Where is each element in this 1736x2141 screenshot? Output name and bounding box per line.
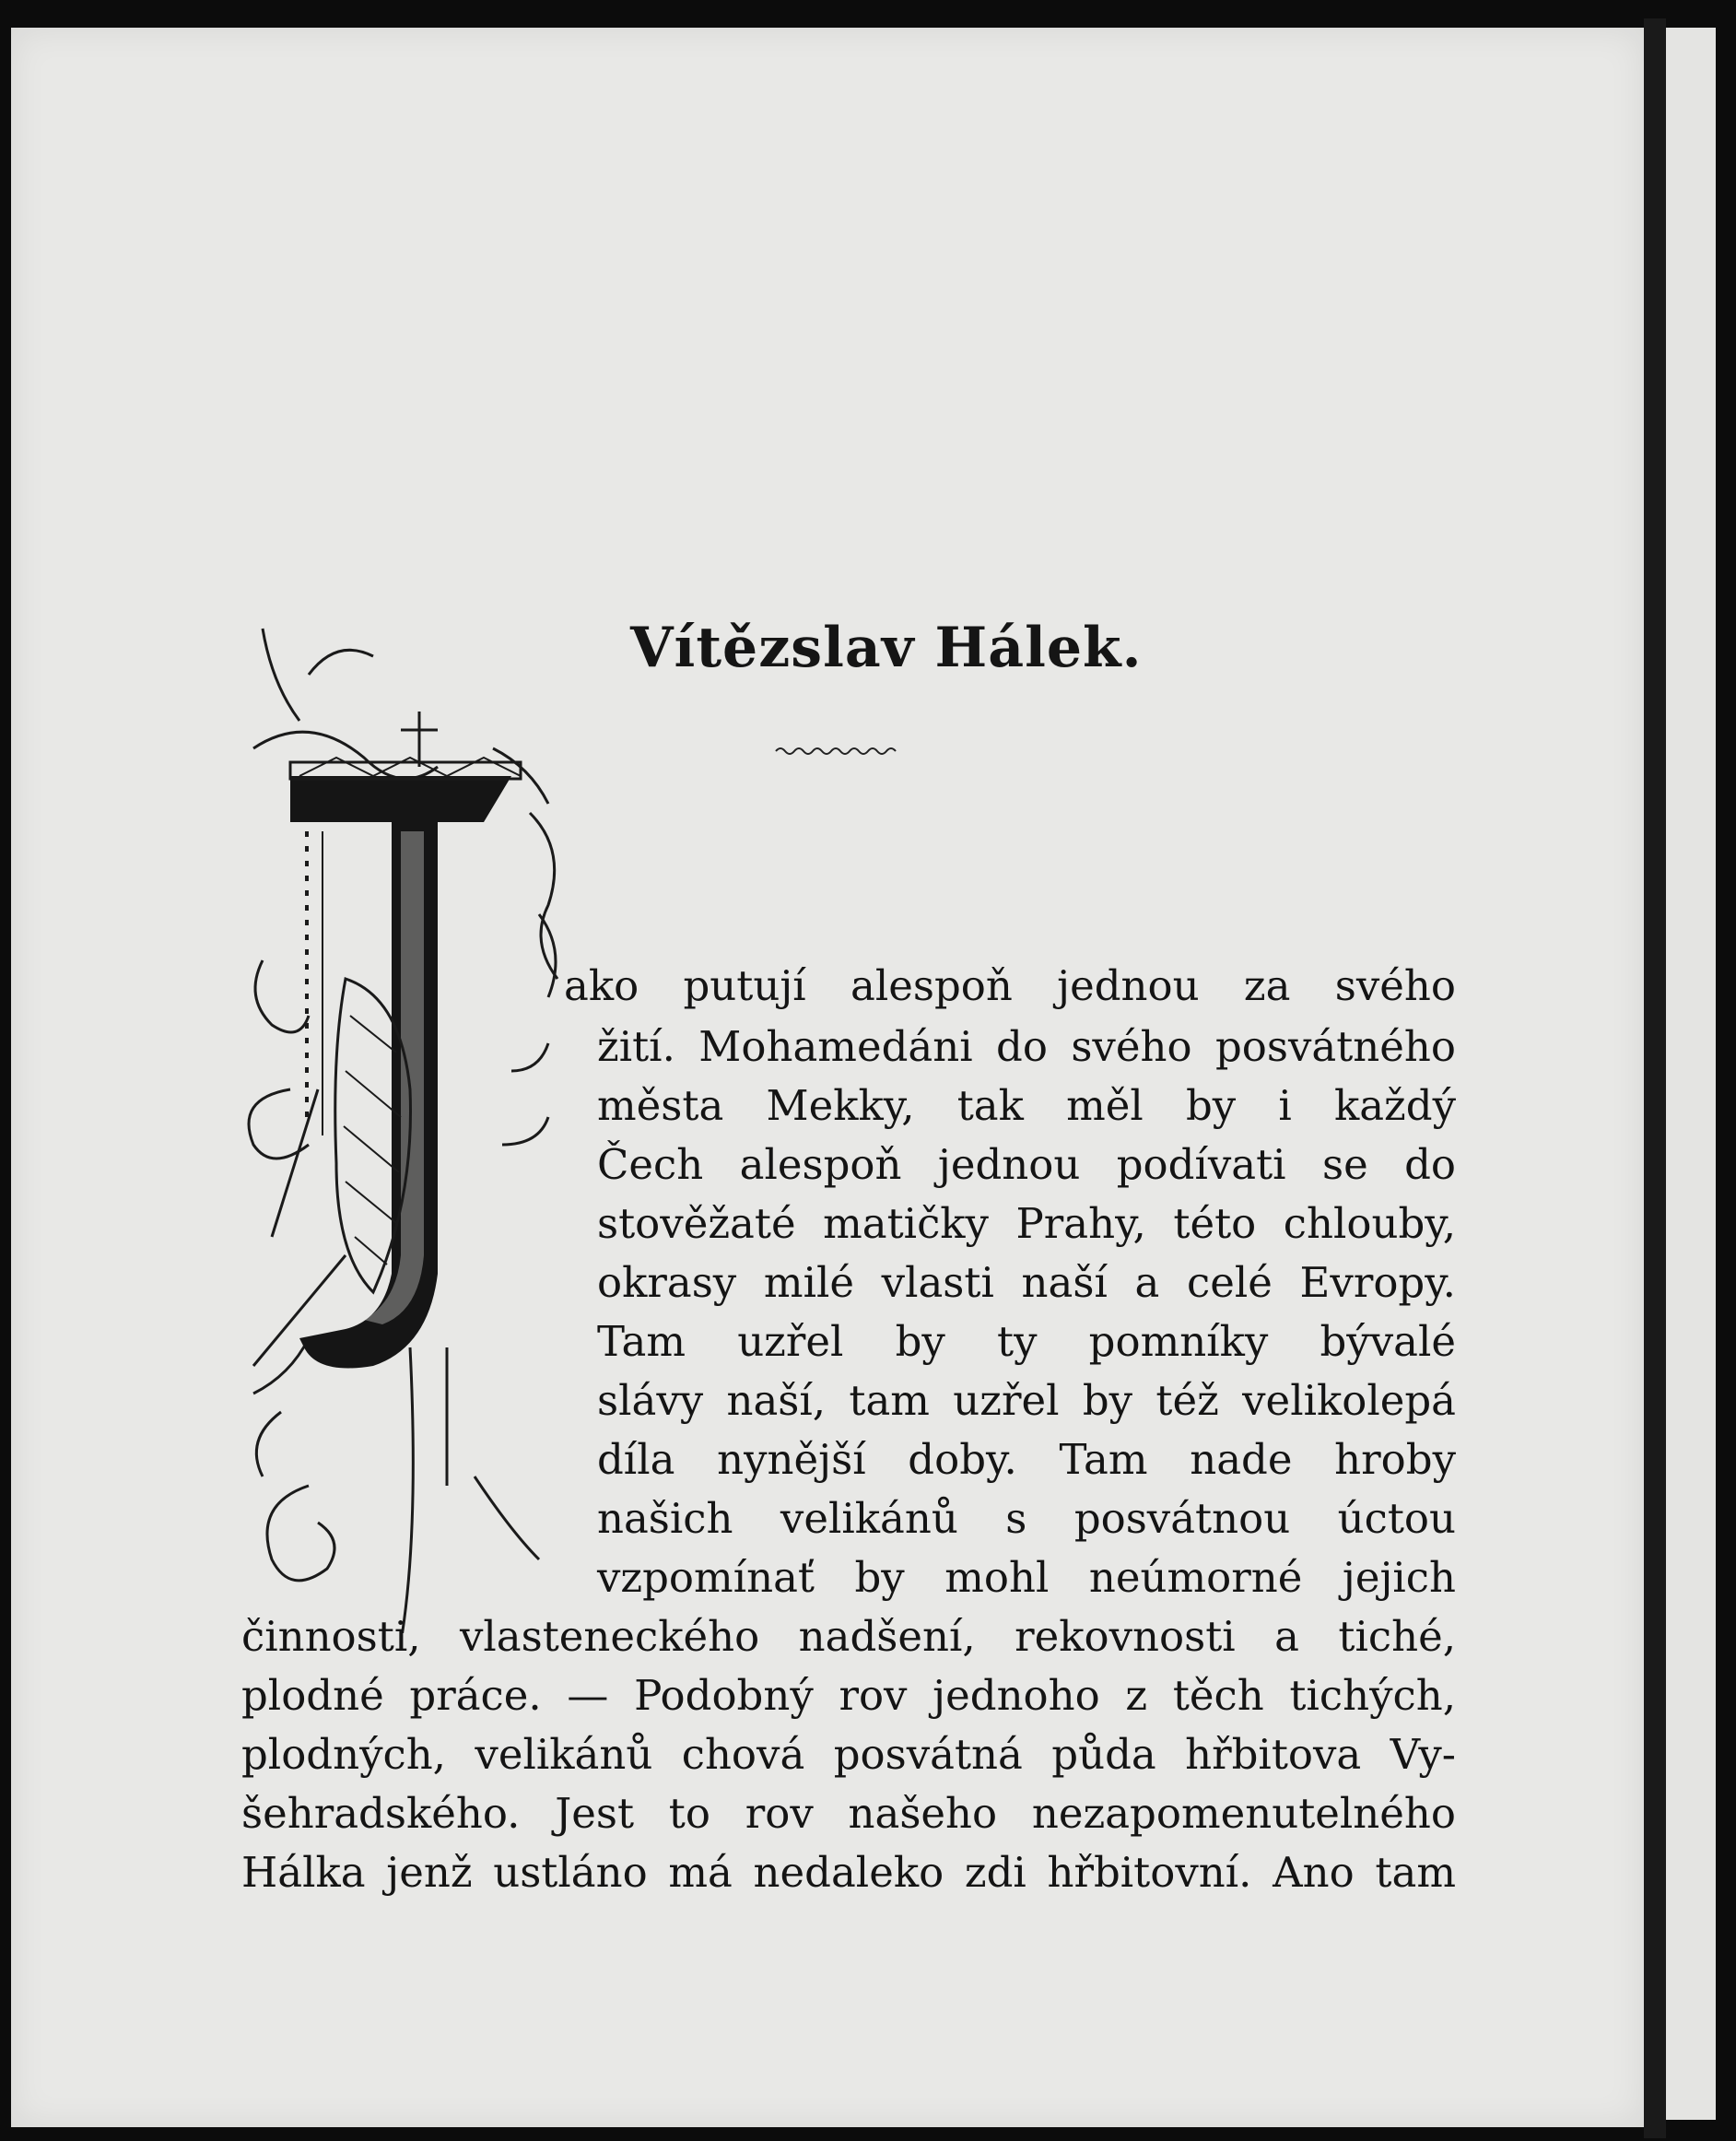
text-line: našich velikánů s posvátnou úctou [597, 1494, 1456, 1543]
text-line: okrasy milé vlasti naší a celé Evropy. [597, 1258, 1456, 1307]
text-line: díla nynější doby. Tam nade hroby [597, 1435, 1456, 1484]
text-line: slávy naší, tam uzřel by též velikolepá [597, 1376, 1456, 1425]
ornamental-initial-j-icon [235, 610, 576, 1633]
text-line: Tam uzřel by ty pomníky bývalé [597, 1317, 1456, 1366]
text-line: plodných, velikánů chová posvátná půda hřbitova Vy- [241, 1730, 1456, 1779]
text-line: činnosti, vlasteneckého nadšení, rekovnosti a tiché, [241, 1612, 1456, 1661]
text-line: šehradského. Jest to rov našeho nezapomenutelného [241, 1789, 1456, 1838]
title-divider-ornament [774, 745, 903, 758]
text-line: ako putují alespoň jednou za svého [564, 961, 1456, 1010]
text-line: Hálka jenž ustláno má nedaleko zdi hřbitovní. Ano tam [241, 1848, 1456, 1897]
text-line: stověžaté matičky Prahy, této chlouby, [597, 1199, 1456, 1248]
text-line: plodné práce. — Podobný rov jednoho z těch tichých, [241, 1671, 1456, 1720]
text-line: města Mekky, tak měl by i každý [597, 1081, 1456, 1130]
text-line: Čech alespoň jednou podívati se do [597, 1140, 1456, 1189]
text-line: žití. Mohamedáni do svého posvátného [597, 1022, 1456, 1071]
page-title: Vítězslav Hálek. [630, 616, 1143, 680]
text-line: vzpomínať by mohl neúmorné jejich [597, 1553, 1456, 1602]
page-gutter-shadow [1644, 18, 1666, 2138]
next-page-edge [1666, 28, 1716, 2120]
